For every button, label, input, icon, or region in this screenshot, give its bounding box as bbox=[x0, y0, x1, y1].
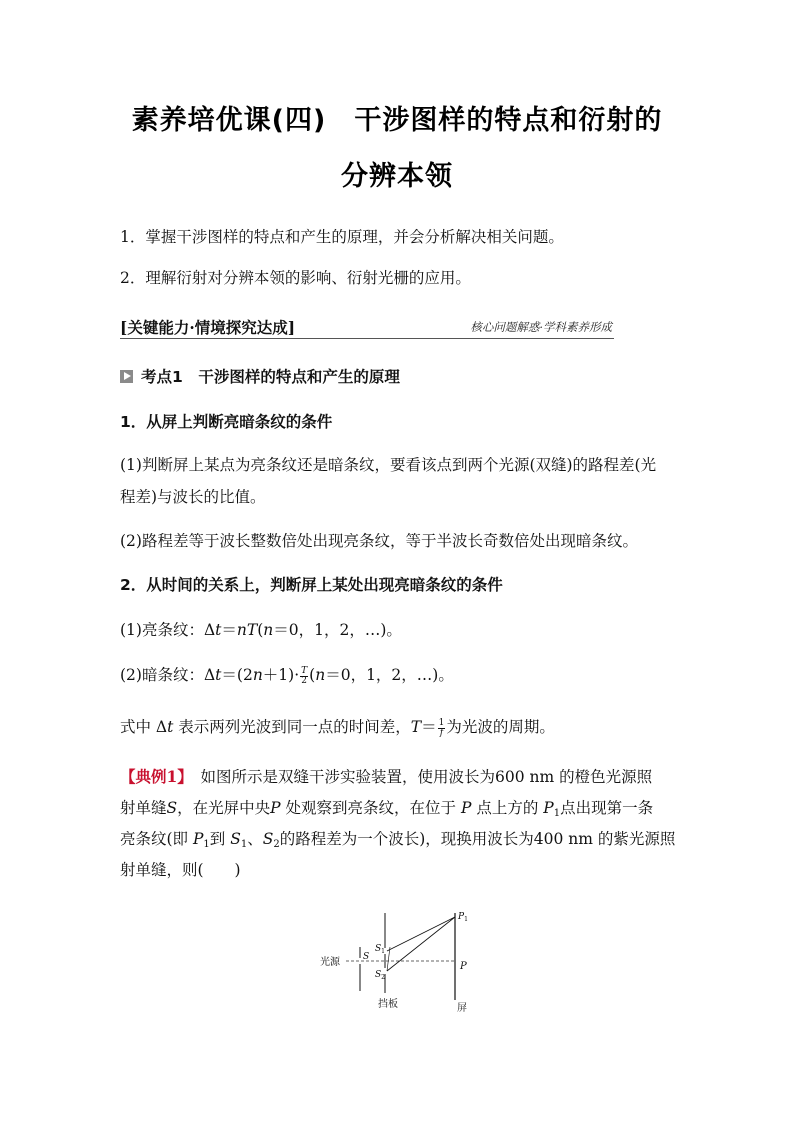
fraction-T-over-2 bbox=[300, 667, 308, 686]
example-var-P1b: P bbox=[192, 830, 204, 848]
example-l3-b: 到 bbox=[209, 830, 231, 848]
formula-2-paren: ( bbox=[309, 666, 316, 684]
example-line-3 bbox=[120, 828, 680, 850]
ray-s1-p1 bbox=[387, 917, 455, 951]
formula-1-paren: ( bbox=[257, 621, 264, 639]
note-eq: ＝ bbox=[421, 718, 437, 736]
label-light-source: 光源 bbox=[320, 957, 340, 968]
fraction-numerator: T bbox=[301, 665, 308, 676]
title-part-b: 干涉图样的特点和衍射的 bbox=[354, 105, 663, 136]
title-part-a: 素养培优课(四) bbox=[131, 105, 327, 136]
example-line-4: 射单缝，则( ) bbox=[120, 861, 241, 879]
paragraph-1-line-1: (1)判断屏上某点为亮条纹还是暗条纹，要看该点到两个光源(双缝)的路程差(光 bbox=[120, 456, 657, 474]
example-sub-p1: 1 bbox=[203, 839, 210, 850]
example-var-S: S bbox=[166, 799, 178, 817]
page-title-line-2: 分辨本领 bbox=[341, 161, 453, 192]
example-sub-1: 1 bbox=[553, 808, 561, 819]
note-var-t: t bbox=[167, 718, 174, 736]
formula-1-prefix: (1)亮条纹：Δ bbox=[120, 621, 216, 639]
formula-2-var-t: t bbox=[215, 666, 222, 684]
double-slit-diagram bbox=[310, 905, 490, 1020]
section-title: [关键能力·情境探究达成] bbox=[120, 318, 296, 337]
section-header bbox=[120, 316, 614, 339]
formula-2-eq: ＝(2 bbox=[221, 666, 253, 684]
example-l2-c: 处观察到亮条纹，在位于 bbox=[280, 799, 461, 817]
formula-2-prefix: (2)暗条纹：Δ bbox=[120, 666, 216, 684]
formula-2-var-n: n bbox=[252, 666, 263, 684]
fraction-numerator: 1 bbox=[438, 717, 445, 728]
formula-2-var-n2: n bbox=[315, 666, 326, 684]
note-part-b: 表示两列光波到同一点的时间差， bbox=[173, 718, 411, 736]
kaodian-heading bbox=[120, 366, 680, 388]
example-sub-s1: 1 bbox=[240, 839, 248, 850]
example-l3-a: 亮条纹(即 bbox=[120, 830, 193, 848]
section-subtitle: 核心问题解惑·学科素养形成 bbox=[470, 320, 612, 334]
formula-1-var-n2: n bbox=[263, 621, 274, 639]
example-l2-d: 点上方的 bbox=[471, 799, 544, 817]
formula-1-eq: ＝ bbox=[221, 621, 237, 639]
example-l3-c: 、 bbox=[247, 830, 263, 848]
label-screen: 屏 bbox=[457, 1003, 467, 1014]
heading-1: 1．从屏上判断亮暗条纹的条件 bbox=[120, 413, 333, 431]
example-tag: 【典例1】 bbox=[120, 767, 186, 786]
paragraph-2: (2)路程差等于波长整数倍处出现亮条纹，等于半波长奇数倍处出现暗条纹。 bbox=[120, 532, 638, 550]
example-line-1 bbox=[120, 766, 680, 788]
note-part-a: 式中 Δ bbox=[120, 718, 168, 736]
ray-s2-p1 bbox=[387, 917, 455, 971]
paragraph-1-line-2: 程差)与波长的比值。 bbox=[120, 488, 266, 506]
example-var-S1: S bbox=[230, 830, 241, 848]
example-line-2 bbox=[120, 797, 680, 819]
example-text-1: 如图所示是双缝干涉实验装置，使用波长为600 nm 的橙色光源照 bbox=[185, 768, 653, 786]
formula-1-var-t: t bbox=[215, 621, 222, 639]
formula-bright-fringe bbox=[120, 619, 680, 641]
formula-2-tail: ＝0，1，2，…)。 bbox=[325, 666, 454, 684]
objective-2: 2．理解衍射对分辨本领的影响、衍射光栅的应用。 bbox=[120, 269, 471, 287]
objective-1: 1．掌握干涉图样的特点和产生的原理，并会分析解决相关问题。 bbox=[120, 228, 564, 246]
fraction-denominator: f bbox=[439, 727, 444, 738]
example-sub-s2: 2 bbox=[273, 839, 280, 850]
note-var-T: T bbox=[410, 718, 422, 736]
formula-note bbox=[120, 716, 680, 738]
fraction-1-over-f bbox=[438, 719, 446, 738]
label-S: S bbox=[363, 952, 370, 962]
label-P1: $P_1$ bbox=[458, 912, 468, 923]
example-l2-e: 点出现第一条 bbox=[560, 799, 654, 817]
label-baffle: 挡板 bbox=[378, 999, 398, 1010]
note-part-c: 为光波的周期。 bbox=[446, 718, 555, 736]
heading-2: 2．从时间的关系上，判断屏上某处出现亮暗条纹的条件 bbox=[120, 576, 503, 594]
kaodian-label: 考点1 bbox=[141, 368, 183, 386]
example-var-P1: P bbox=[543, 799, 554, 817]
example-l2-a: 射单缝 bbox=[120, 799, 167, 817]
formula-1-var-n: n bbox=[236, 621, 247, 639]
example-l2-b: ，在光屏中央 bbox=[177, 799, 271, 817]
play-triangle-icon bbox=[120, 370, 133, 383]
page-title-line-1 bbox=[0, 98, 794, 137]
example-var-P-2: P bbox=[460, 799, 472, 817]
label-S1: $S_1$ bbox=[375, 944, 385, 955]
label-P: P bbox=[460, 961, 467, 972]
formula-2-mid: ＋1)· bbox=[262, 666, 300, 684]
formula-1-tail: ＝0，1，2，…)。 bbox=[273, 621, 402, 639]
formula-1-var-T: T bbox=[246, 621, 258, 639]
example-var-P: P bbox=[270, 799, 281, 817]
example-l3-d: 的路程差为一个波长)，现换用波长为400 nm 的紫光源照 bbox=[279, 830, 676, 848]
formula-dark-fringe bbox=[120, 664, 680, 686]
example-var-S2: S bbox=[262, 830, 274, 848]
fraction-denominator: 2 bbox=[301, 675, 308, 686]
kaodian-title: 干涉图样的特点和产生的原理 bbox=[198, 368, 400, 386]
label-S2: $S_2$ bbox=[375, 970, 385, 981]
